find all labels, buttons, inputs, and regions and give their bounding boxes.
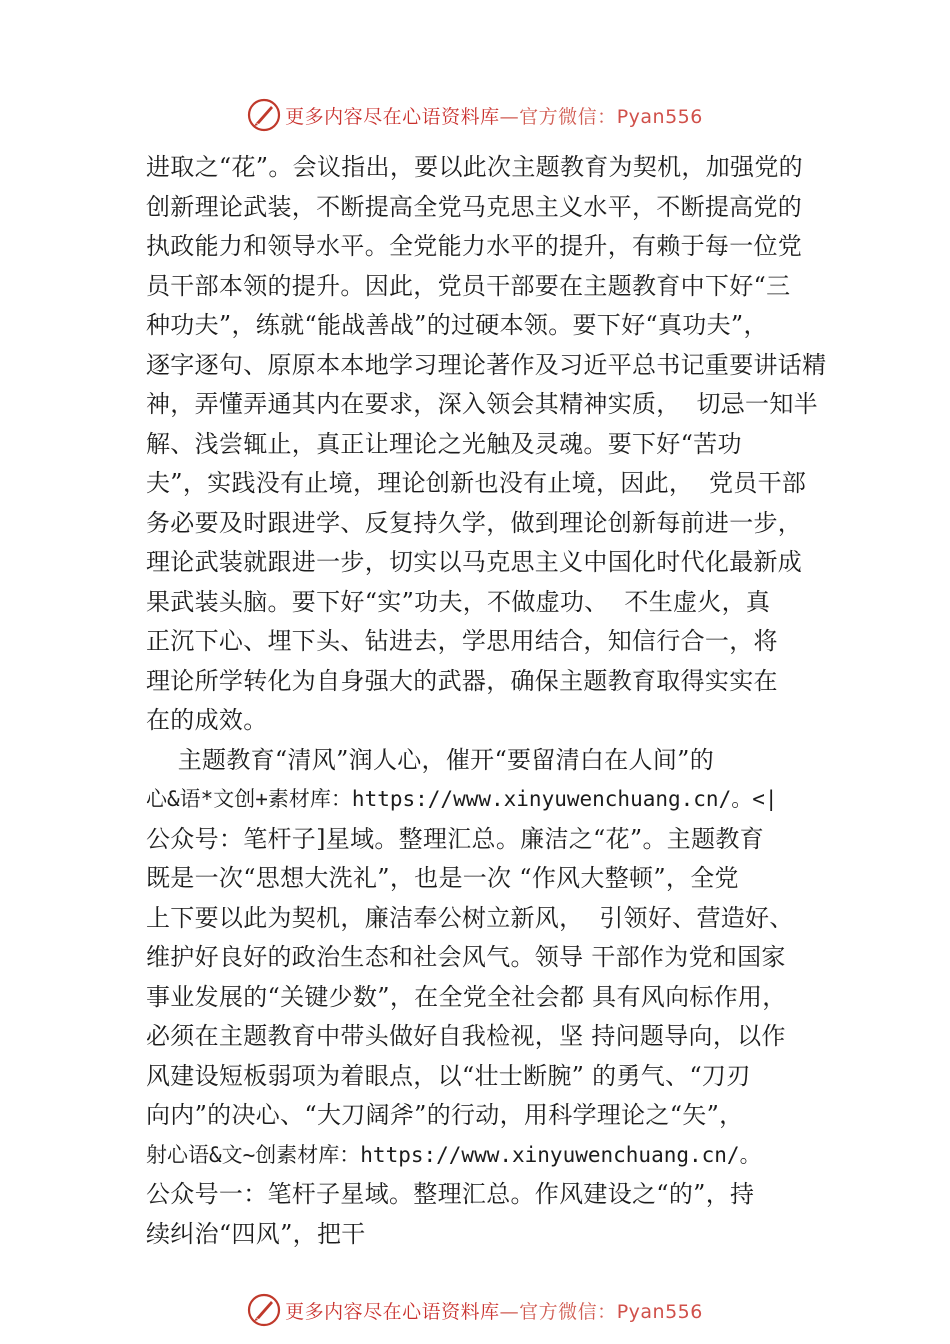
text-line: 夫”，实践没有止境，理论创新也没有止境，因此， 党员干部	[146, 469, 807, 497]
text-line: 公众号一：笔杆子星域。整理汇总。作风建设之“的”，持	[146, 1180, 755, 1208]
quill-pen-logo-icon	[247, 98, 281, 132]
text-line: 果武装头脑。要下好“实”功夫，不做虚功、 不生虚火，真	[146, 587, 771, 616]
text-line: 续纠治“四风”，把干	[146, 1219, 366, 1248]
text-line: 主题教育“清风”润人心，催开“要留清白在人间”的	[146, 745, 714, 774]
quill-pen-logo-icon	[247, 1293, 281, 1327]
text-line: 务必要及时跟进学、反复持久学，做到理论创新每前进一步，	[146, 508, 803, 537]
text-line: 风建设短板弱项为着眼点，以“壮士断腕” 的勇气、“刀刃	[146, 1061, 751, 1090]
text-line: 进取之“花”。会议指出，要以此次主题教育为契机，加强党的	[146, 153, 803, 181]
footer-banner-title: 更多内容尽在心语资料库	[285, 1300, 500, 1323]
text-line: 上下要以此为契机，廉洁奉公树立新风， 引领好、营造好、	[146, 903, 794, 932]
footer-banner	[0, 1288, 950, 1332]
header-banner	[0, 93, 950, 137]
text-line: 向内”的决心、“大刀阔斧”的行动，用科学理论之“矢”，	[146, 1101, 744, 1129]
text-line: 正沉下心、埋下头、钻进去，学思用结合，知信行合一，将	[146, 627, 778, 655]
text-line: 心&语*文创+素材库：https://www.xinyuwenchuang.cn/。<|	[146, 787, 778, 811]
text-line: 理论所学转化为自身强大的武器，确保主题教育取得实实在	[146, 666, 778, 695]
text-line: 公众号：笔杆子]星域。整理汇总。廉洁之“花”。主题教育	[146, 824, 765, 853]
text-line: 必须在主题教育中带头做好自我检视，坚 持问题导向，以作	[146, 1022, 786, 1050]
text-line: 执政能力和领导水平。全党能力水平的提升，有赖于每一位党	[146, 232, 803, 260]
text-line: 种功夫”，练就“能战善战”的过硬本领。要下好“真功夫”，	[146, 311, 768, 339]
text-line: 维护好良好的政治生态和社会风气。领导 干部作为党和国家	[146, 943, 786, 971]
text-line: 神，弄懂弄通其内在要求，深入领会其精神实质， 切忌一知半	[146, 390, 818, 418]
text-line: 逐字逐句、原原本本地学习理论著作及习近平总书记重要讲话精	[146, 350, 827, 379]
text-line: 事业发展的“关键少数”，在全党全社会都 具有风向标作用，	[146, 982, 787, 1011]
document-body	[146, 148, 846, 1254]
text-line: 理论武装就跟进一步，切实以马克思主义中国化时代化最新成	[146, 548, 803, 576]
text-line: 既是一次“思想大洗礼”，也是一次 “作风大整顿”，全党	[146, 864, 739, 892]
banner-wechat-label: —官方微信：	[499, 105, 617, 128]
banner-wechat-id: Pyan556	[616, 105, 703, 128]
banner-title: 更多内容尽在心语资料库	[285, 105, 500, 128]
text-line: 创新理论武装，不断提高全党马克思主义水平，不断提高党的	[146, 192, 803, 221]
text-line: 射心语&文~创素材库：https://www.xinyuwenchuang.cn/。	[146, 1142, 761, 1167]
footer-banner-wechat-id: Pyan556	[616, 1300, 703, 1323]
text-line: 在的成效。	[146, 706, 268, 734]
text-line: 解、浅尝辄止，真正让理论之光触及灵魂。要下好“苦功	[146, 429, 742, 458]
footer-banner-wechat-label: —官方微信：	[499, 1300, 617, 1323]
text-line: 员干部本领的提升。因此，党员干部要在主题教育中下好“三	[146, 271, 791, 300]
